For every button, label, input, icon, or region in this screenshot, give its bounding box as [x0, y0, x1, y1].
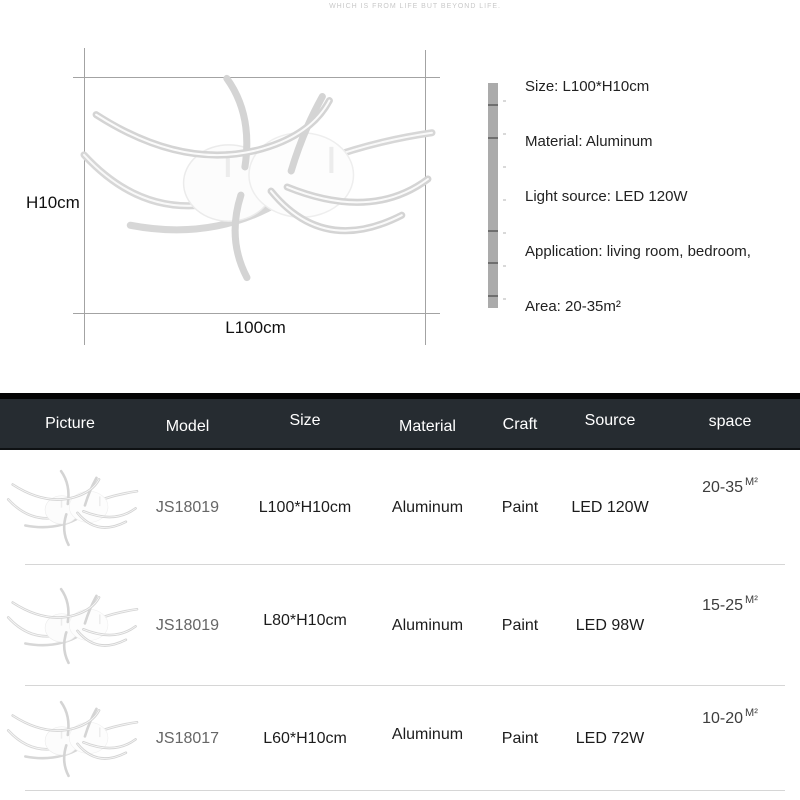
space-range: 10-20 — [702, 709, 744, 727]
model-value: JS18019 — [155, 616, 220, 634]
product-thumbnail — [0, 691, 140, 787]
height-dimension-label: H10cm — [26, 193, 80, 212]
length-dimension-label: L100cm — [225, 318, 286, 337]
header-picture: Picture — [45, 414, 95, 432]
spec-material: Material: Aluminum — [525, 133, 653, 150]
space-unit: M² — [745, 475, 758, 488]
craft-value: Paint — [501, 616, 539, 634]
vertical-ruler — [488, 83, 498, 308]
lamp-thumbnail-image — [6, 578, 140, 674]
header-source: Source — [584, 411, 636, 429]
product-thumbnail — [0, 460, 140, 556]
ruler-tick — [488, 295, 498, 297]
space-value — [660, 475, 800, 497]
spec-application: Application: living room, bedroom, — [525, 243, 751, 260]
source-value: LED 98W — [575, 616, 645, 634]
row-divider — [25, 790, 785, 791]
dimension-line-bottom — [73, 313, 440, 314]
space-unit: M² — [745, 593, 758, 606]
table-body — [0, 450, 800, 791]
ruler-marks — [503, 100, 506, 300]
space-range: 15-25 — [702, 596, 744, 614]
craft-value: Paint — [501, 729, 539, 747]
header-size: Size — [289, 411, 321, 429]
space-range: 20-35 — [702, 478, 744, 496]
table-row — [0, 565, 800, 686]
spec-size: Size: L100*H10cm — [525, 78, 650, 95]
brand-tagline: WHICH IS FROM LIFE BUT BEYOND LIFE. — [329, 3, 501, 10]
ruler-tick — [488, 262, 498, 264]
table-header — [0, 393, 800, 450]
craft-value: Paint — [501, 498, 539, 516]
lamp-product-image — [78, 62, 440, 294]
space-unit: M² — [745, 706, 758, 719]
space-value — [660, 706, 800, 728]
source-value: LED 72W — [575, 729, 645, 747]
model-value: JS18017 — [155, 729, 220, 747]
ruler-tick — [488, 230, 498, 232]
material-value: Aluminum — [391, 725, 464, 743]
model-value: JS18019 — [155, 498, 220, 516]
lamp-thumbnail-image — [6, 691, 140, 787]
spec-area: Area: 20-35m² — [525, 298, 621, 315]
header-space: space — [708, 412, 752, 430]
table-row — [0, 686, 800, 791]
material-value: Aluminum — [391, 498, 464, 516]
size-value: L80*H10cm — [263, 611, 347, 629]
space-value — [660, 593, 800, 615]
ruler-tick — [488, 137, 498, 139]
header-material: Material — [399, 417, 456, 435]
spec-list — [525, 78, 751, 353]
lamp-thumbnail-image — [6, 460, 140, 556]
spec-light-source: Light source: LED 120W — [525, 188, 688, 205]
size-value: L60*H10cm — [263, 729, 347, 747]
product-thumbnail — [0, 578, 140, 674]
size-value: L100*H10cm — [258, 498, 352, 516]
ruler-tick — [488, 104, 498, 106]
header-craft: Craft — [502, 415, 538, 433]
material-value: Aluminum — [391, 616, 464, 634]
header-model: Model — [165, 417, 210, 435]
source-value: LED 120W — [571, 498, 649, 516]
table-row — [0, 450, 800, 565]
